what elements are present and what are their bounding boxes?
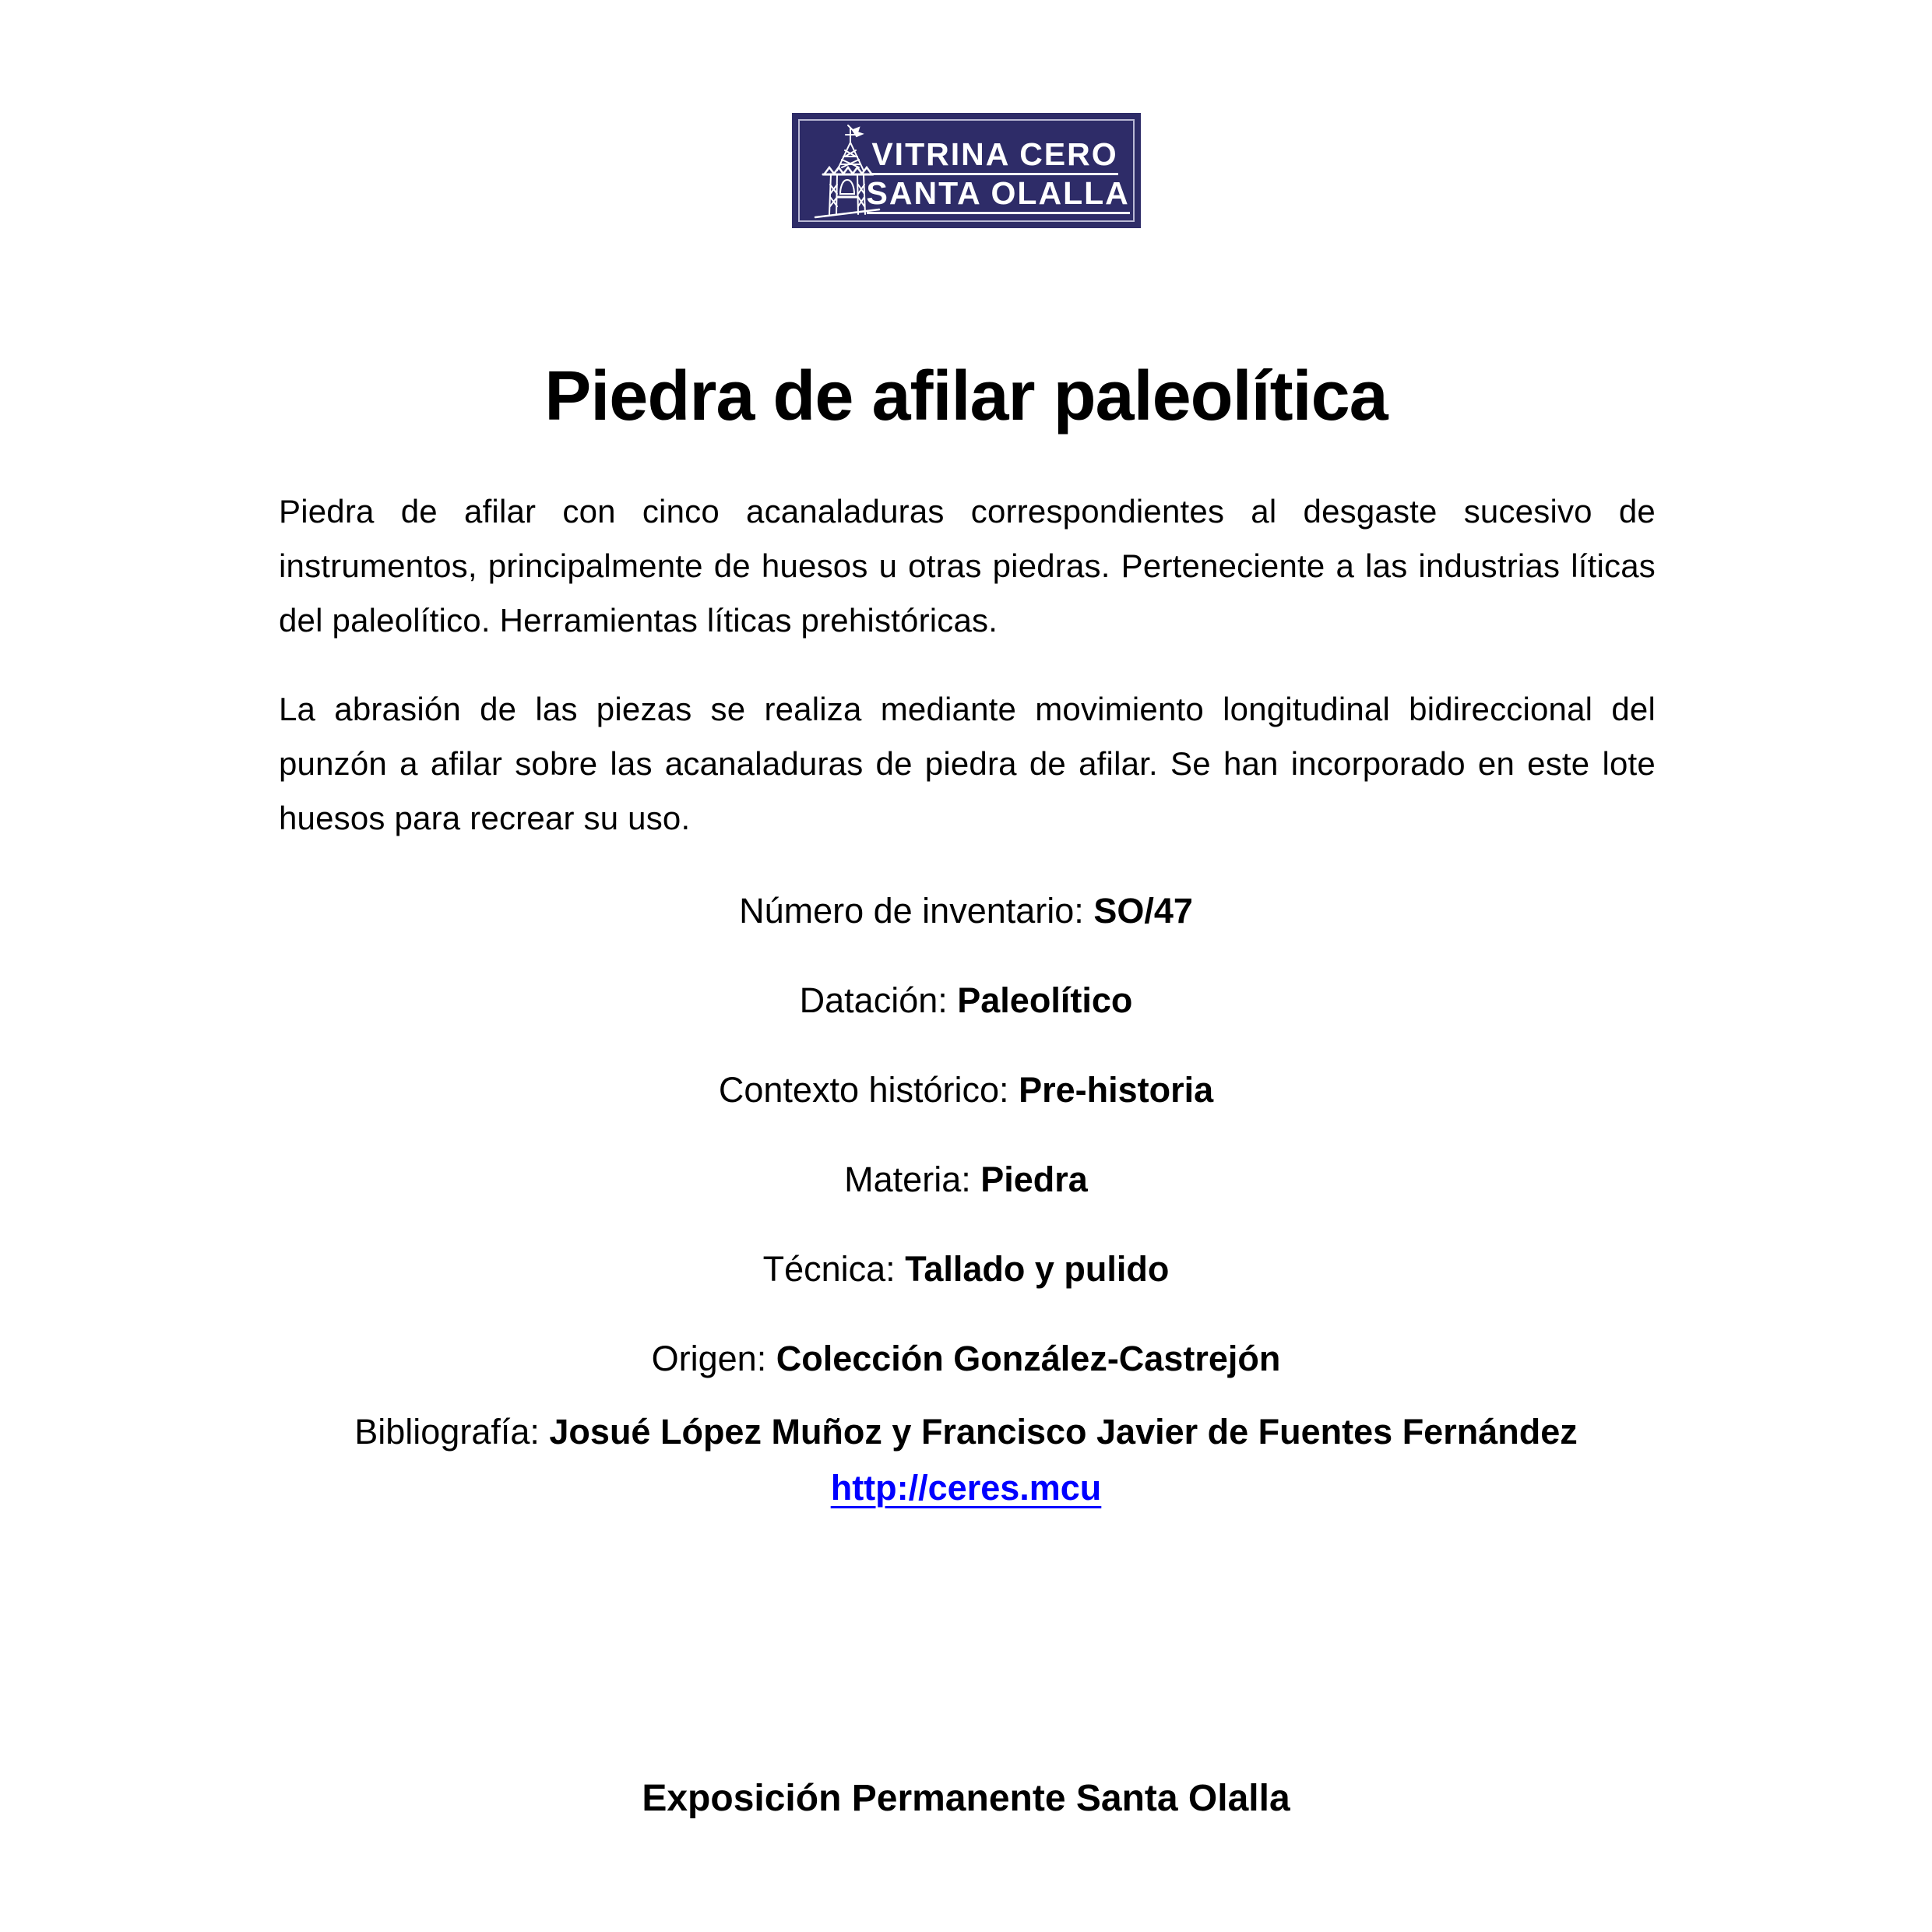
bibliography-block [0, 1404, 1932, 1516]
meta-value: Piedra [980, 1160, 1088, 1199]
logo-text [866, 136, 1130, 214]
page-title: Piedra de afilar paleolítica [544, 357, 1388, 435]
meta-label: Bibliografía: [354, 1412, 540, 1452]
metadata-list [0, 888, 1932, 1425]
vitrina-cero-logo [792, 113, 1141, 228]
meta-label: Contexto histórico: [718, 1070, 1009, 1110]
description-paragraph-2: La abrasión de las piezas se realiza mediante movimiento longitudinal bidireccional del punzón a afilar sobre las acanaladuras de piedra de afilar. Se han incorporado en este lote huesos para recrear su uso. [279, 691, 1656, 836]
meta-row-historical-context [0, 1067, 1932, 1156]
meta-row-material [0, 1156, 1932, 1246]
logo-line-2: SANTA OLALLA [867, 175, 1130, 214]
bibliography-line [0, 1404, 1932, 1460]
meta-value: Colección González-Castrejón [776, 1339, 1281, 1378]
meta-row-dating [0, 977, 1932, 1067]
meta-row-inventory-number [0, 888, 1932, 977]
description-paragraph-1: Piedra de afilar con cinco acanaladuras correspondientes al desgaste sucesivo de instrumentos, principalmente de huesos u otras piedras. Perteneciente a las industrias líticas del paleolítico. Herramientas líticas prehistóricas. [279, 493, 1656, 639]
meta-value: Paleolítico [957, 980, 1133, 1020]
meta-value: SO/47 [1093, 891, 1193, 931]
meta-value: Pre-historia [1019, 1070, 1214, 1110]
meta-row-technique [0, 1246, 1932, 1336]
footer-exposition-title: Exposición Permanente Santa Olalla [642, 1778, 1290, 1819]
meta-value: Josué López Muñoz y Francisco Javier de Fuentes Fernández [549, 1412, 1578, 1452]
meta-label: Técnica: [762, 1249, 896, 1289]
meta-label: Datación: [799, 980, 948, 1020]
ceres-link[interactable]: http://ceres.mcu [830, 1468, 1102, 1508]
logo-line-1: VITRINA CERO [871, 136, 1117, 175]
meta-label: Materia: [844, 1160, 971, 1199]
meta-label: Origen: [651, 1339, 767, 1378]
link-line [0, 1460, 1932, 1516]
meta-label: Número de inventario: [739, 891, 1084, 931]
meta-value: Tallado y pulido [905, 1249, 1170, 1289]
